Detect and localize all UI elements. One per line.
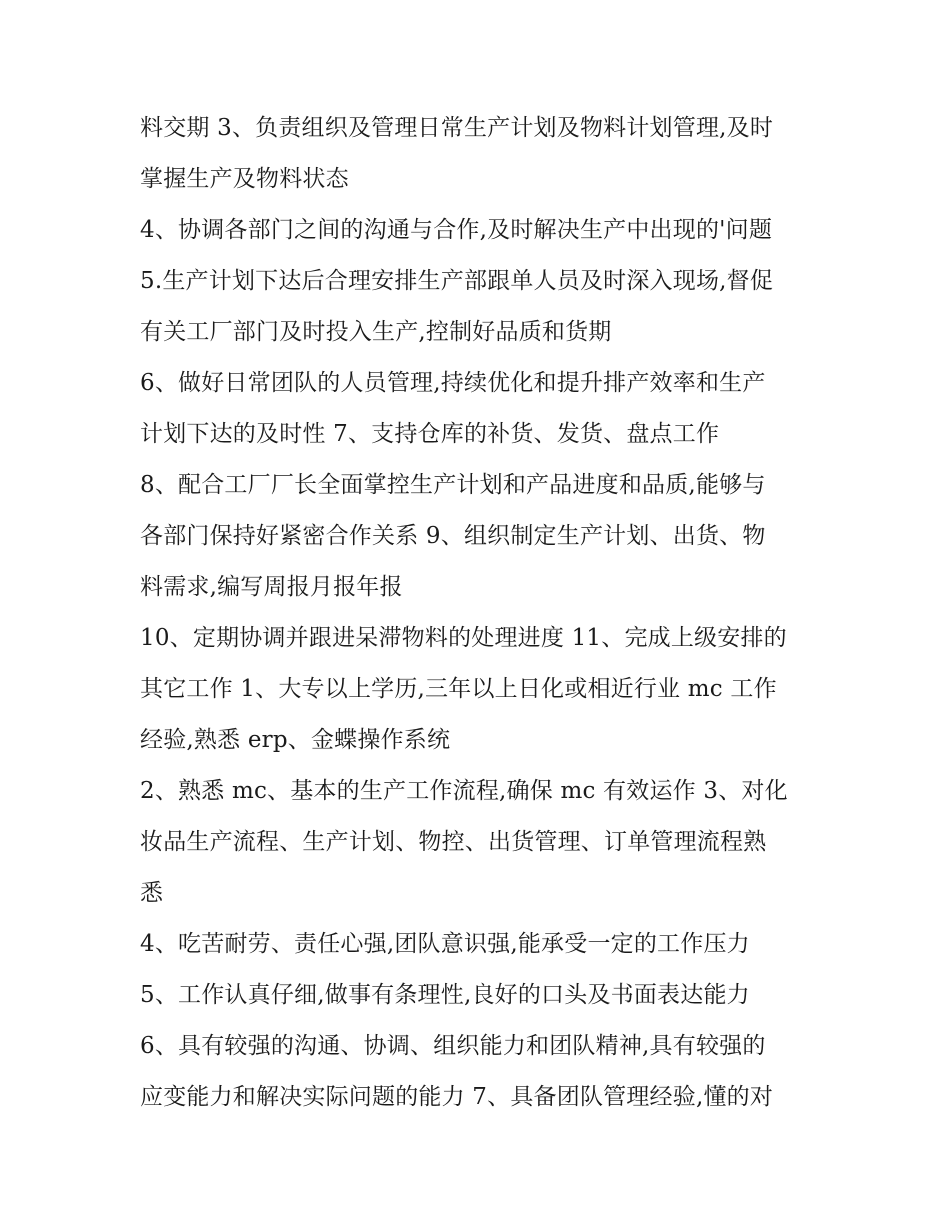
text-line-17: 4、吃苦耐劳、责任心强,团队意识强,能承受一定的工作压力 [140,931,750,957]
text-line-9: 各部门保持好紧密合作关系 9、组织制定生产计划、出货、物 [140,523,766,549]
text-line-18: 5、工作认真仔细,做事有条理性,良好的口头及书面表达能力 [140,982,750,1008]
text-line-10: 料需求,编写周报月报年报 [140,574,403,600]
text-line-7: 计划下达的及时性 7、支持仓库的补货、发货、盘点工作 [140,421,720,447]
text-line-15: 妆品生产流程、生产计划、物控、出货管理、订单管理流程熟 [140,829,767,855]
text-line-6: 6、做好日常团队的人员管理,持续优化和提升排产效率和生产 [140,370,766,396]
document-body [140,103,830,1123]
text-line-16: 悉 [140,880,164,906]
text-line-1: 料交期 3、负责组织及管理日常生产计划及物料计划管理,及时 [140,115,774,141]
text-line-14: 2、熟悉 mc、基本的生产工作流程,确保 mc 有效运作 3、对化 [140,778,788,804]
text-line-12: 其它工作 1、大专以上学历,三年以上日化或相近行业 mc 工作 [140,676,777,702]
text-line-20: 应变能力和解决实际问题的能力 7、具备团队管理经验,懂的对 [140,1084,774,1110]
text-line-4: 5.生产计划下达后合理安排生产部跟单人员及时深入现场,督促 [140,268,774,294]
text-line-8: 8、配合工厂厂长全面掌控生产计划和产品进度和品质,能够与 [140,472,766,498]
text-line-19: 6、具有较强的沟通、协调、组织能力和团队精神,具有较强的 [140,1033,766,1059]
text-line-11: 10、定期协调并跟进呆滞物料的处理进度 11、完成上级安排的 [140,625,787,651]
text-line-2: 掌握生产及物料状态 [140,166,349,192]
text-line-13: 经验,熟悉 erp、金蝶操作系统 [140,727,451,753]
text-line-5: 有关工厂部门及时投入生产,控制好品质和货期 [140,319,612,345]
text-line-3: 4、协调各部门之间的沟通与合作,及时解决生产中出现的'问题 [140,217,773,243]
